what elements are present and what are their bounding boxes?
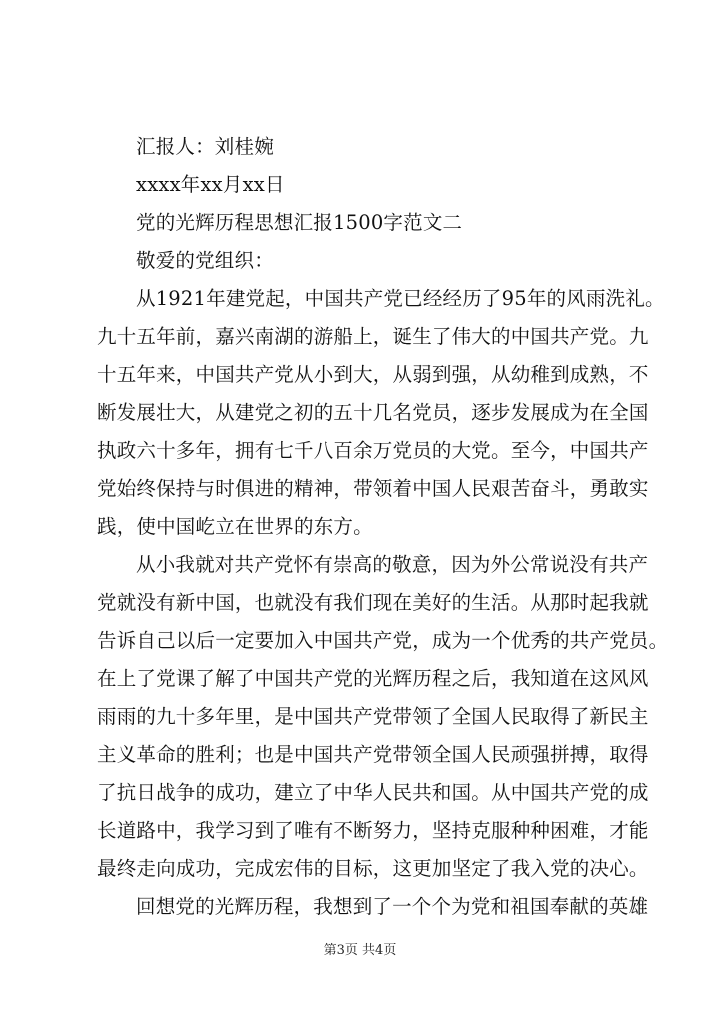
paragraph-2 [97, 546, 669, 888]
paragraph-line: 最终走向成功，完成宏伟的目标，这更加坚定了我入党的决心。 [97, 857, 649, 880]
paragraph-line: 九十五年前，嘉兴南湖的游船上，诞生了伟大的中国共产党。九 [97, 325, 649, 348]
date-line: xxxx年xx月xx日 [136, 173, 285, 196]
paragraph-line: 从小我就对共产党怀有崇高的敬意，因为外公常说没有共产 [136, 553, 649, 576]
paragraph-line: 断发展壮大，从建党之初的五十几名党员，逐步发展成为在全国 [97, 401, 649, 424]
paragraph-line: 雨雨的九十多年里，是中国共产党带领了全国人民取得了新民主 [97, 705, 649, 728]
paragraph-3 [97, 888, 649, 926]
paragraph-line: 主义革命的胜利；也是中国共产党带领全国人民顽强拼搏，取得 [97, 743, 649, 766]
paragraph-line: 从1921年建党起，中国共产党已经经历了95年的风雨洗礼。 [136, 287, 665, 310]
paragraph-line: 在上了党课了解了中国共产党的光辉历程之后，我知道在这风风 [97, 667, 649, 690]
salutation: 敬爱的党组织： [136, 249, 274, 272]
paragraph-line: 十五年来，中国共产党从小到大，从弱到强，从幼稚到成熟，不 [97, 363, 649, 386]
document-title: 党的光辉历程思想汇报1500字范文二 [136, 211, 463, 234]
document-body [97, 128, 669, 926]
paragraph-line: 党就没有新中国，也就没有我们现在美好的生活。从那时起我就 [97, 591, 649, 614]
paragraph-line: 长道路中，我学习到了唯有不断努力，坚持克服种种困难，才能 [97, 819, 649, 842]
reporter-line: 汇报人：刘桂婉 [136, 135, 274, 158]
paragraph-line: 了抗日战争的成功，建立了中华人民共和国。从中国共产党的成 [97, 781, 649, 804]
paragraph-line: 践，使中国屹立在世界的东方。 [97, 515, 373, 538]
paragraph-line: 执政六十多年，拥有七千八百余万党员的大党。至今，中国共产 [97, 439, 649, 462]
page-footer: 第3页 共4页 [323, 943, 397, 958]
paragraph-line: 党始终保持与时俱进的精神，带领着中国人民艰苦奋斗，勇敢实 [97, 477, 649, 500]
paragraph-line: 告诉自己以后一定要加入中国共产党，成为一个优秀的共产党员。 [97, 629, 669, 652]
paragraph-line: 回想党的光辉历程，我想到了一个个为党和祖国奉献的英雄 [136, 895, 649, 918]
paragraph-1 [97, 280, 665, 546]
